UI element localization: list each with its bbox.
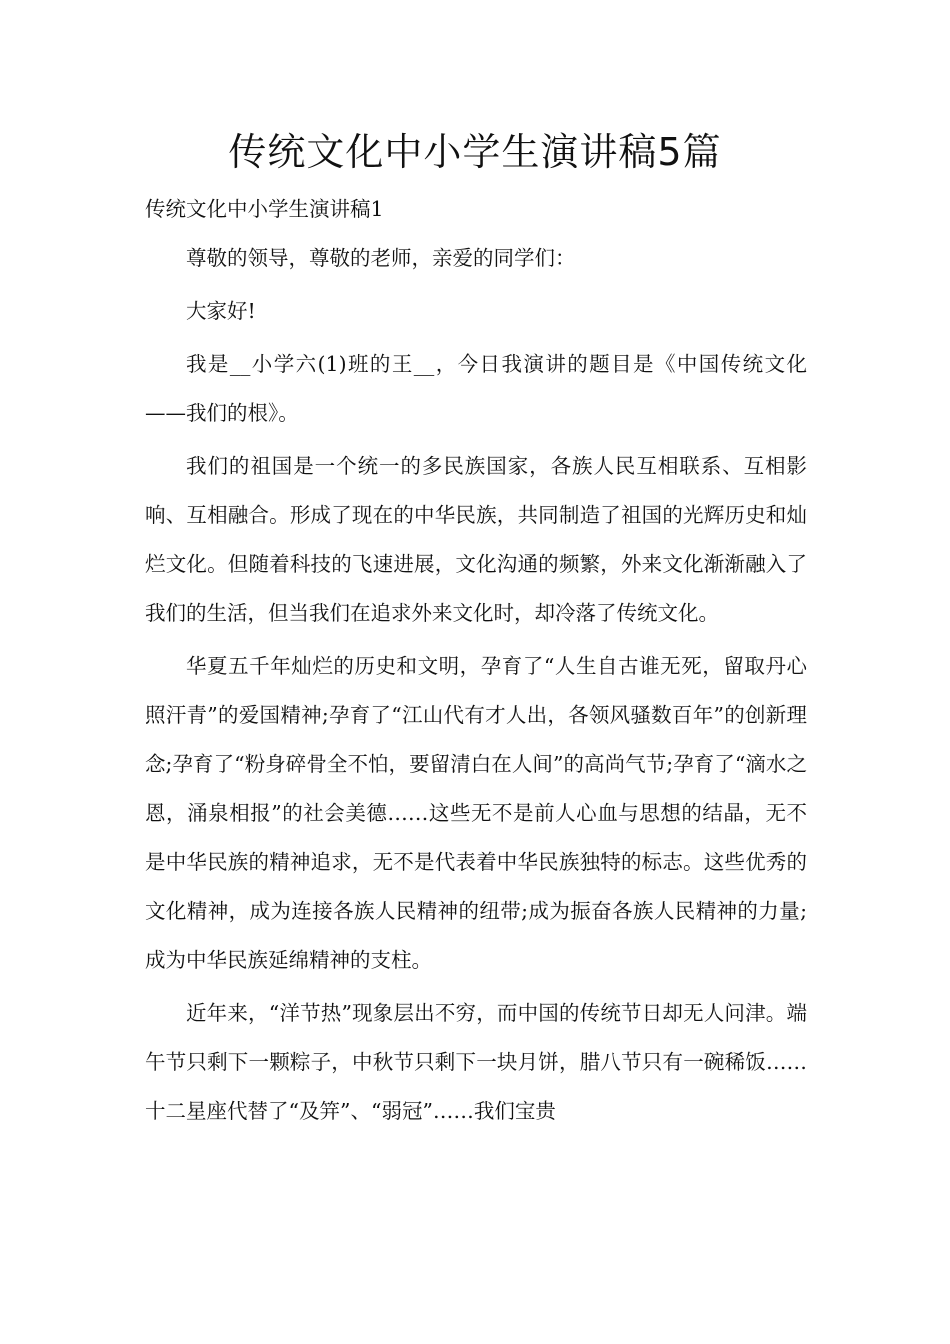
paragraph-foreign-festivals: 近年来，“洋节热”现象层出不穷，而中国的传统节日却无人问津。端午节只剩下一颗粽子，中秋节只剩下一块月饼，腊八节只有一碗稀饭……十二星座代替了“及笄”、“弱冠”……我们宝贵	[145, 1001, 807, 1123]
section-heading: 传统文化中小学生演讲稿1	[145, 197, 384, 221]
paragraph-greeting: 尊敬的领导，尊敬的老师，亲爱的同学们：	[186, 246, 576, 270]
paragraph-hello: 大家好!	[186, 299, 256, 323]
document-body	[145, 185, 807, 1140]
paragraph-civilization: 华夏五千年灿烂的历史和文明，孕育了“人生自古谁无死，留取丹心照汗青”的爱国精神;孕育了“江山代有才人出，各领风骚数百年”的创新理念;孕育了“粉身碎骨全不怕，要留清白在人间”的高尚气节;孕育了“滴水之恩，涌泉相报”的社会美德……这些无不是前人心血与思想的结晶，无不是中华民族的精神追求，无不是代表着中华民族独特的标志。这些优秀的文化精神，成为连接各族人民精神的纽带;成为振奋各族人民精神的力量;成为中华民族延绵精神的支柱。	[145, 654, 807, 972]
paragraph-motherland: 我们的祖国是一个统一的多民族国家，各族人民互相联系、互相影响、互相融合。形成了现在的中华民族，共同制造了祖国的光辉历史和灿烂文化。但随着科技的飞速进展，文化沟通的频繁，外来文化渐渐融入了我们的生活，但当我们在追求外来文化时，却冷落了传统文化。	[145, 454, 807, 625]
paragraph-intro: 我是__小学六(1)班的王__，今日我演讲的题目是《中国传统文化——我们的根》。	[145, 352, 807, 425]
document-title: 传统文化中小学生演讲稿5篇	[228, 130, 722, 174]
